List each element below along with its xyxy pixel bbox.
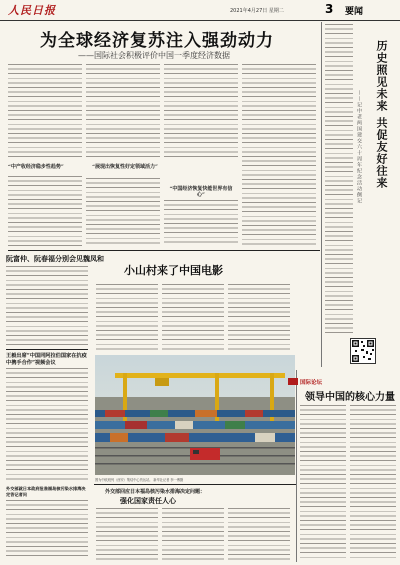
side-feature-kicker: ——记中老两国建交六十周年纪念活动侧记	[356, 90, 362, 204]
bottom-rule	[94, 484, 296, 485]
lead-subhead-3: “中国经济恢复快能世界有信心”	[169, 186, 233, 198]
column-divider	[321, 22, 322, 367]
newspaper-logo: 人民日报	[8, 4, 56, 17]
commentary-headline: 领导中国的核心力量	[305, 392, 395, 403]
lead-body-col-1	[8, 64, 82, 160]
feature-photo	[95, 355, 295, 475]
commentary-tag: 国际论坛	[300, 380, 323, 386]
section-rule	[8, 250, 320, 251]
page-number: 3	[325, 2, 334, 16]
feature-headline: 小山村来了中国电影	[124, 264, 223, 277]
lead-subhead-2: “展现出恢复性好定领域活力”	[92, 164, 158, 170]
commentary-body-col-2	[350, 405, 396, 561]
masthead	[0, 0, 400, 21]
section-label: 要闻	[345, 7, 364, 17]
lead-headline: 为全球经济复苏注入强劲动力	[40, 31, 274, 51]
article-rule	[6, 349, 88, 350]
lead-subhead-1: “中产收经济稳步性趋势”	[8, 164, 64, 170]
article-headline-1: 阮富仲、阮春福分别会见魏凤和	[6, 254, 104, 263]
bottom-headline: 外交部回应日本福岛核污染水排海决定问题：	[105, 489, 206, 495]
bottom-body-col-3	[228, 508, 290, 562]
bottom-subheadline: 强化国家责任人心	[120, 496, 176, 505]
side-feature-body	[325, 24, 353, 334]
feature-body-col-2	[162, 284, 224, 350]
lead-body-col-4	[242, 64, 316, 246]
article-body-1	[6, 266, 88, 346]
photo-caption: 图为中欧班列（西安）集结中心货运站。 新华社记者 李一博摄	[95, 478, 184, 482]
feature-body-col-1	[96, 284, 158, 350]
bottom-body-col-2	[162, 508, 224, 562]
commentary-tag-icon	[288, 378, 298, 385]
lead-body-col-2b	[86, 178, 160, 246]
dateline: 2021年4月27日 星期二	[230, 8, 284, 14]
commentary-body-col-1	[300, 405, 346, 561]
lead-body-col-1b	[8, 176, 82, 246]
feature-body-col-3	[228, 284, 290, 350]
article-body-4	[6, 500, 88, 560]
bottom-body-col-1	[96, 508, 158, 562]
article-headline-4: 外交部就日本政府批准福岛核污染水排海决定答记者问	[6, 486, 86, 497]
side-feature-title: 历史照见未来 共促友好往来	[375, 40, 388, 189]
article-headline-2: 王毅出席“中国同阿拉伯国家在抗疫中携手合作”视频会议	[6, 353, 87, 366]
lead-body-col-3	[164, 64, 238, 160]
lead-body-col-2	[86, 64, 160, 160]
qr-code	[350, 338, 376, 364]
article-body-2	[6, 368, 88, 483]
lead-subheadline: ——国际社会积极评价中国一季度经济数据	[78, 51, 230, 60]
lead-body-col-3b	[164, 200, 238, 246]
commentary-divider	[296, 370, 297, 562]
